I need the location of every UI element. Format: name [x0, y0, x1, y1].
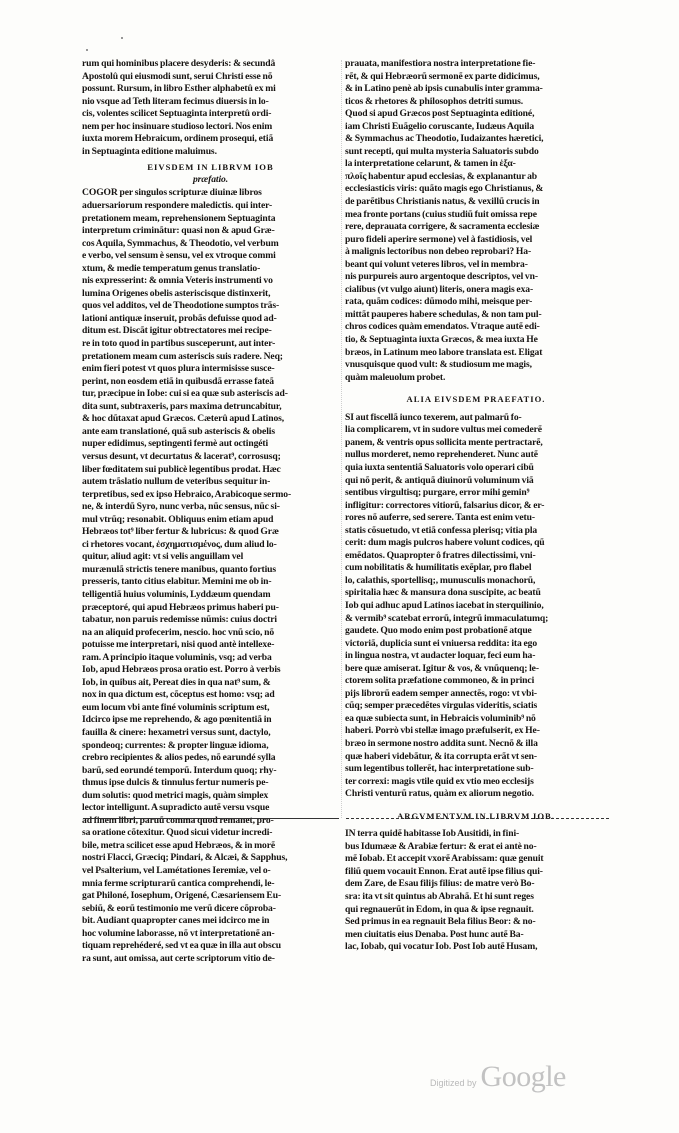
- spacer: [345, 384, 607, 390]
- left-body-paragraph: COGOR per singulos scripturæ diuinæ libros aduersariorum respondere maledictis. qui inter- pretationem meam, reprehensionem Septuaginta interpretum criminãtur: quasi non & apud Græ- cos Aquila, Symmachus, & Theodotio, vel verbum e verbo, vel sensum è sensu, vel ex vtroque commi xtum, & medie temperatum genus translatio- nis expresserint: & omnia Veteris instrumenti vo lumina Origenes obelis asteriscisque distinxerit, quos vel additos, vel de Theodotione sumptos trãs- lationi antiquæ inseruit, probãs defuisse quod ad- ditum est. Discãt igitur obtrectatores mei recipe- re in toto quod in partibus susceperunt, aut inter- pretationem meam cum asteriscis suis radere. Neq; enim fieri potest vt quos plura intermisisse susce- perint, non eosdem etiã in quibusdã errasse fateã tur, præcipue in Iobe: cui si ea quæ sub asteriscis ad- dita sunt, subtraxeris, pars maxima detruncabitur, & hoc dũtaxat apud Græcos. Cæterû apud Latinos, ante eam translationé, quã sub asteriscis & obelis nuper edidimus, septingenti fermè aut octingéti versus desunt, vt decurtatus & lacerat⁹, corrosusq; liber fœditatem sui publicè legentibus prodat. Hæc autem trãslatio nullum de veteribus sequitur in- terpretibus, sed ex ipso Hebraico, Arabicoque sermo- ne, & interdũ Syro, nunc verba, nũc sensus, nũc si- mul vtrũq; resonabit. Obliquus enim etiam apud Hebræos tot⁹ liber fertur & lubricus: & quod Græ ci rhetores vocant, ἐσχηματισμένος, dum aliud lo- quitur, aliud agit: vt si velis anguillam vel murænulã strictis tenere manibus, quanto fortius presseris, tanto citius elabitur. Memini me ob in- telligentiã huius voluminis, Lyddæum quendam præceptoré, qui apud Hebræos primus haberi pu- tabatur, non paruis redemisse nũmis: cuius doctri na an aliquid profecerim, nescio. hoc vnũ scio, nõ potuisse me interpretari, nisi quod antè intellexe- ram. A principio itaque voluminis, vsq; ad verba Iob, apud Hebræos prosa oratio est. Porro à verbis Iob, in quibus ait, Pereat dies in qua nat⁹ sum, & nox in qua dictum est, cõceptus est homo: vsq; ad eum locum vbi ante finé voluminis scriptum est, Idcirco ipse me reprehendo, & ago pœnitentiã in fauilla & cinere: hexametri versus sunt, dactylo, spondeoq; currentes: & propter linguæ idioma, crebro recipientes & alios pedes, nõ earundé sylla barũ, sed eorundé temporũ. Interdum quoq; rhy- thmus ipse dulcis & tinnulus fertur numeris pe- dum solutis: quod metrici magis, quàm simplex lector intelligunt. A supradicto autẽ versu vsque ad finem libri, paruũ comma quod remanet, pro- sa oratione cõtexitur. Quod sicui videtur incredi- bile, metra scilicet esse apud Hebræos, & in morẽ nostri Flacci, Græciq; Pindari, & Alcæi, & Sapphus, vel Psalterium, vel Lamétationes Ieremiæ, vel o- mnia ferme scripturarũ cantica comprehendi, le- gat Philoné, Iosephum, Origené, Cæsariensem Eu- sebiũ, & eorũ testimonio me verũ dicere cõproba- bit. Audiant quapropter canes mei idcirco me in hoc volumine laborasse, nõ vt interpretationẽ an- tiquam reprehéderé, sed vt ea quæ in illa aut obscu ra sunt, aut omissa, aut certe scriptorum vitio de-: [82, 187, 292, 964]
- section-heading-alia-praefatio: ALIA EIVSDEM PRAEFATIO.: [406, 394, 546, 405]
- left-column: [82, 58, 339, 964]
- ink-speck: [86, 49, 88, 51]
- section-heading-iob-preface: EIVSDEM IN LIBRVM IOB: [147, 162, 274, 173]
- right-intro-paragraph: prauata, manifestiora nostra interpretatione fie- rẽt, & qui Hebræorũ sermonẽ ex parte didicimus, & in Latino penè ab ipsis cunabulis inter gramma- ticos & rhetores & philosophos detriti sumus. Quod si apud Græcos post Septuaginta editioné, iam Christi Euãgelio coruscante, Iudæus Aquila & Symmachus ac Theodotio, Iudaizantes hæretici, sunt recepti, qui multa mysteria Saluatoris subdo la interpretatione celarunt, & tamen in ἑξα- πλοῖς habentur apud ecclesias, & explanantur ab ecclesiasticis viris: quãto magis ego Christianus, & de parẽtibus Christianis natus, & vexillũ crucis in mea fronte portans (cuius studiũ fuit omissa repe rere, deprauata corrigere, & sacramenta ecclesiæ puro fideli aperire sermone) vel à fastidiosis, vel à malignis lectoribus non debeo reprobari? Ha- beant qui volunt veteres libros, vel in membra- nis purpureis auro argentoque descriptos, vel vn- cialibus (vt vulgo aiunt) literis, onera magis exa- rata, quãm codices: dũmodo mihi, meisque per- mittãt pauperes habere schedulas, & non tam pul- chros codices quàm emendatos. Vtraque autẽ edi- tio, & Septuaginta iuxta Græcos, & mea iuxta He bræos, in Latinum meo labore translata est. Eligat vnusquisque quod vult: & studiosum me magis, quàm maleuolum probet.: [345, 58, 544, 383]
- argument-paragraph: IN terra quidẽ habitasse Iob Ausitidi, in fini- bus Idumææ & Arabiæ fertur: & erat ei antè no- mẽ Iobab. Et accepit vxorẽ Arabissam: quæ genuit filiũ quem vocauit Ennon. Erat autẽ ipse filius qui- dem Zare, de Esau filijs filius: de matre verò Bo- sra: ita vt sit quintus ab Abrahã. Et hi sunt reges qui regnauerũt in Edom, in qua & ipse regnauit. Sed primus in ea regnauit Bela filius Beor: & no- men ciuitatis eius Denaba. Post hunc autẽ Ba- lac, Iobab, qui vocatur Iob. Post Iob autẽ Husam,: [345, 828, 544, 953]
- right-column: [345, 58, 607, 953]
- digitized-by-watermark: [430, 1060, 566, 1094]
- section-heading-argumentum: ARGVMENTVM IN LIBRVM IOB.: [397, 810, 555, 821]
- right-body-paragraph: SI aut fiscellã iunco texerem, aut palmarũ fo- lia complicarem, vt in sudore vultus mei comederẽ panem, & ventris opus sollicita mente pertractarẽ, nullus morderet, nemo reprehenderet. Nunc autẽ quia iuxta sententiã Saluatoris volo operari cibũ qui nõ perit, & antiquã diuinorũ voluminum viã sentibus virgultisq; purgare, error mihi gemin⁹ infligitur: correctores vitiorũ, falsarius dicor, & er- rores nõ auferre, sed serere. Tanta est enim vetu- statis cõsuetudo, vt etiã confessa plerisq; vitia pla cerit: dum magis pulcros habere volunt codices, qũ emẽdatos. Quapropter ô fratres dilectissimi, vni- cum nobilitatis & humilitatis exẽplar, pro flabel lo, calathis, sportellisq;, munusculis monachorũ, spiritalia hæc & mansura dona suscipite, ac beatũ Iob qui adhuc apud Latinos iacebat in sterquilinio, & vermib⁹ scatebat errorũ, integrũ immaculatumq; gaudete. Quo modo enim post probationẽ atque victoriã, duplicia sunt ei vniuersa reddita: ita ego in lingua nostra, vt audacter loquar, feci eum ha- bere quæ amiserat. Igitur & vos, & vnũquenq; le- ctorem solita præfatione commoneo, & in princi pijs librorũ eadem semper annectẽs, rogo: vt vbi- cũq; semper præcedẽtes virgulas videritis, sciatis ea quæ subiecta sunt, in Hebraicis voluminib⁹ nõ haberi. Porrò vbi stellæ imago præfulserit, ex He- bræo in sermone nostro addita sunt. Necnõ & illa quæ haberi videbãtur, & ita corrupta erãt vt sen- sum legentibus tollerẽt, hac interpretatione sub- ter correxi: magis vtile quid ex vtio meo ecclesijs Christi venturũ ratus, quàm ex aliorum negotio.: [345, 411, 549, 800]
- section-subheading: præfatio.: [192, 173, 229, 185]
- ink-speck: [121, 37, 123, 39]
- bottom-rule-left: [83, 818, 339, 819]
- column-divider: [341, 60, 342, 818]
- left-intro-paragraph: rum qui hominibus placere desyderis: & secundâ Apostolû qui eiusmodi sunt, serui Christi esse nõ possunt. Rursum, in libro Esther alphabetû ex mi nio vsque ad Teth literam fecimus diuersis in lo- cis, volentes scilicet Septuaginta interpretû ordi- nem per hoc insinuare studioso lectori. Nos enim iuxta morem Hebraicum, ordinem prosequi, etiã in Septuaginta editione maluimus.: [82, 58, 276, 157]
- digitized-by-label: Digitized by: [430, 1078, 477, 1088]
- spacer: [345, 801, 607, 807]
- bottom-rule-right: [346, 818, 609, 819]
- google-logo: Google: [480, 1060, 566, 1093]
